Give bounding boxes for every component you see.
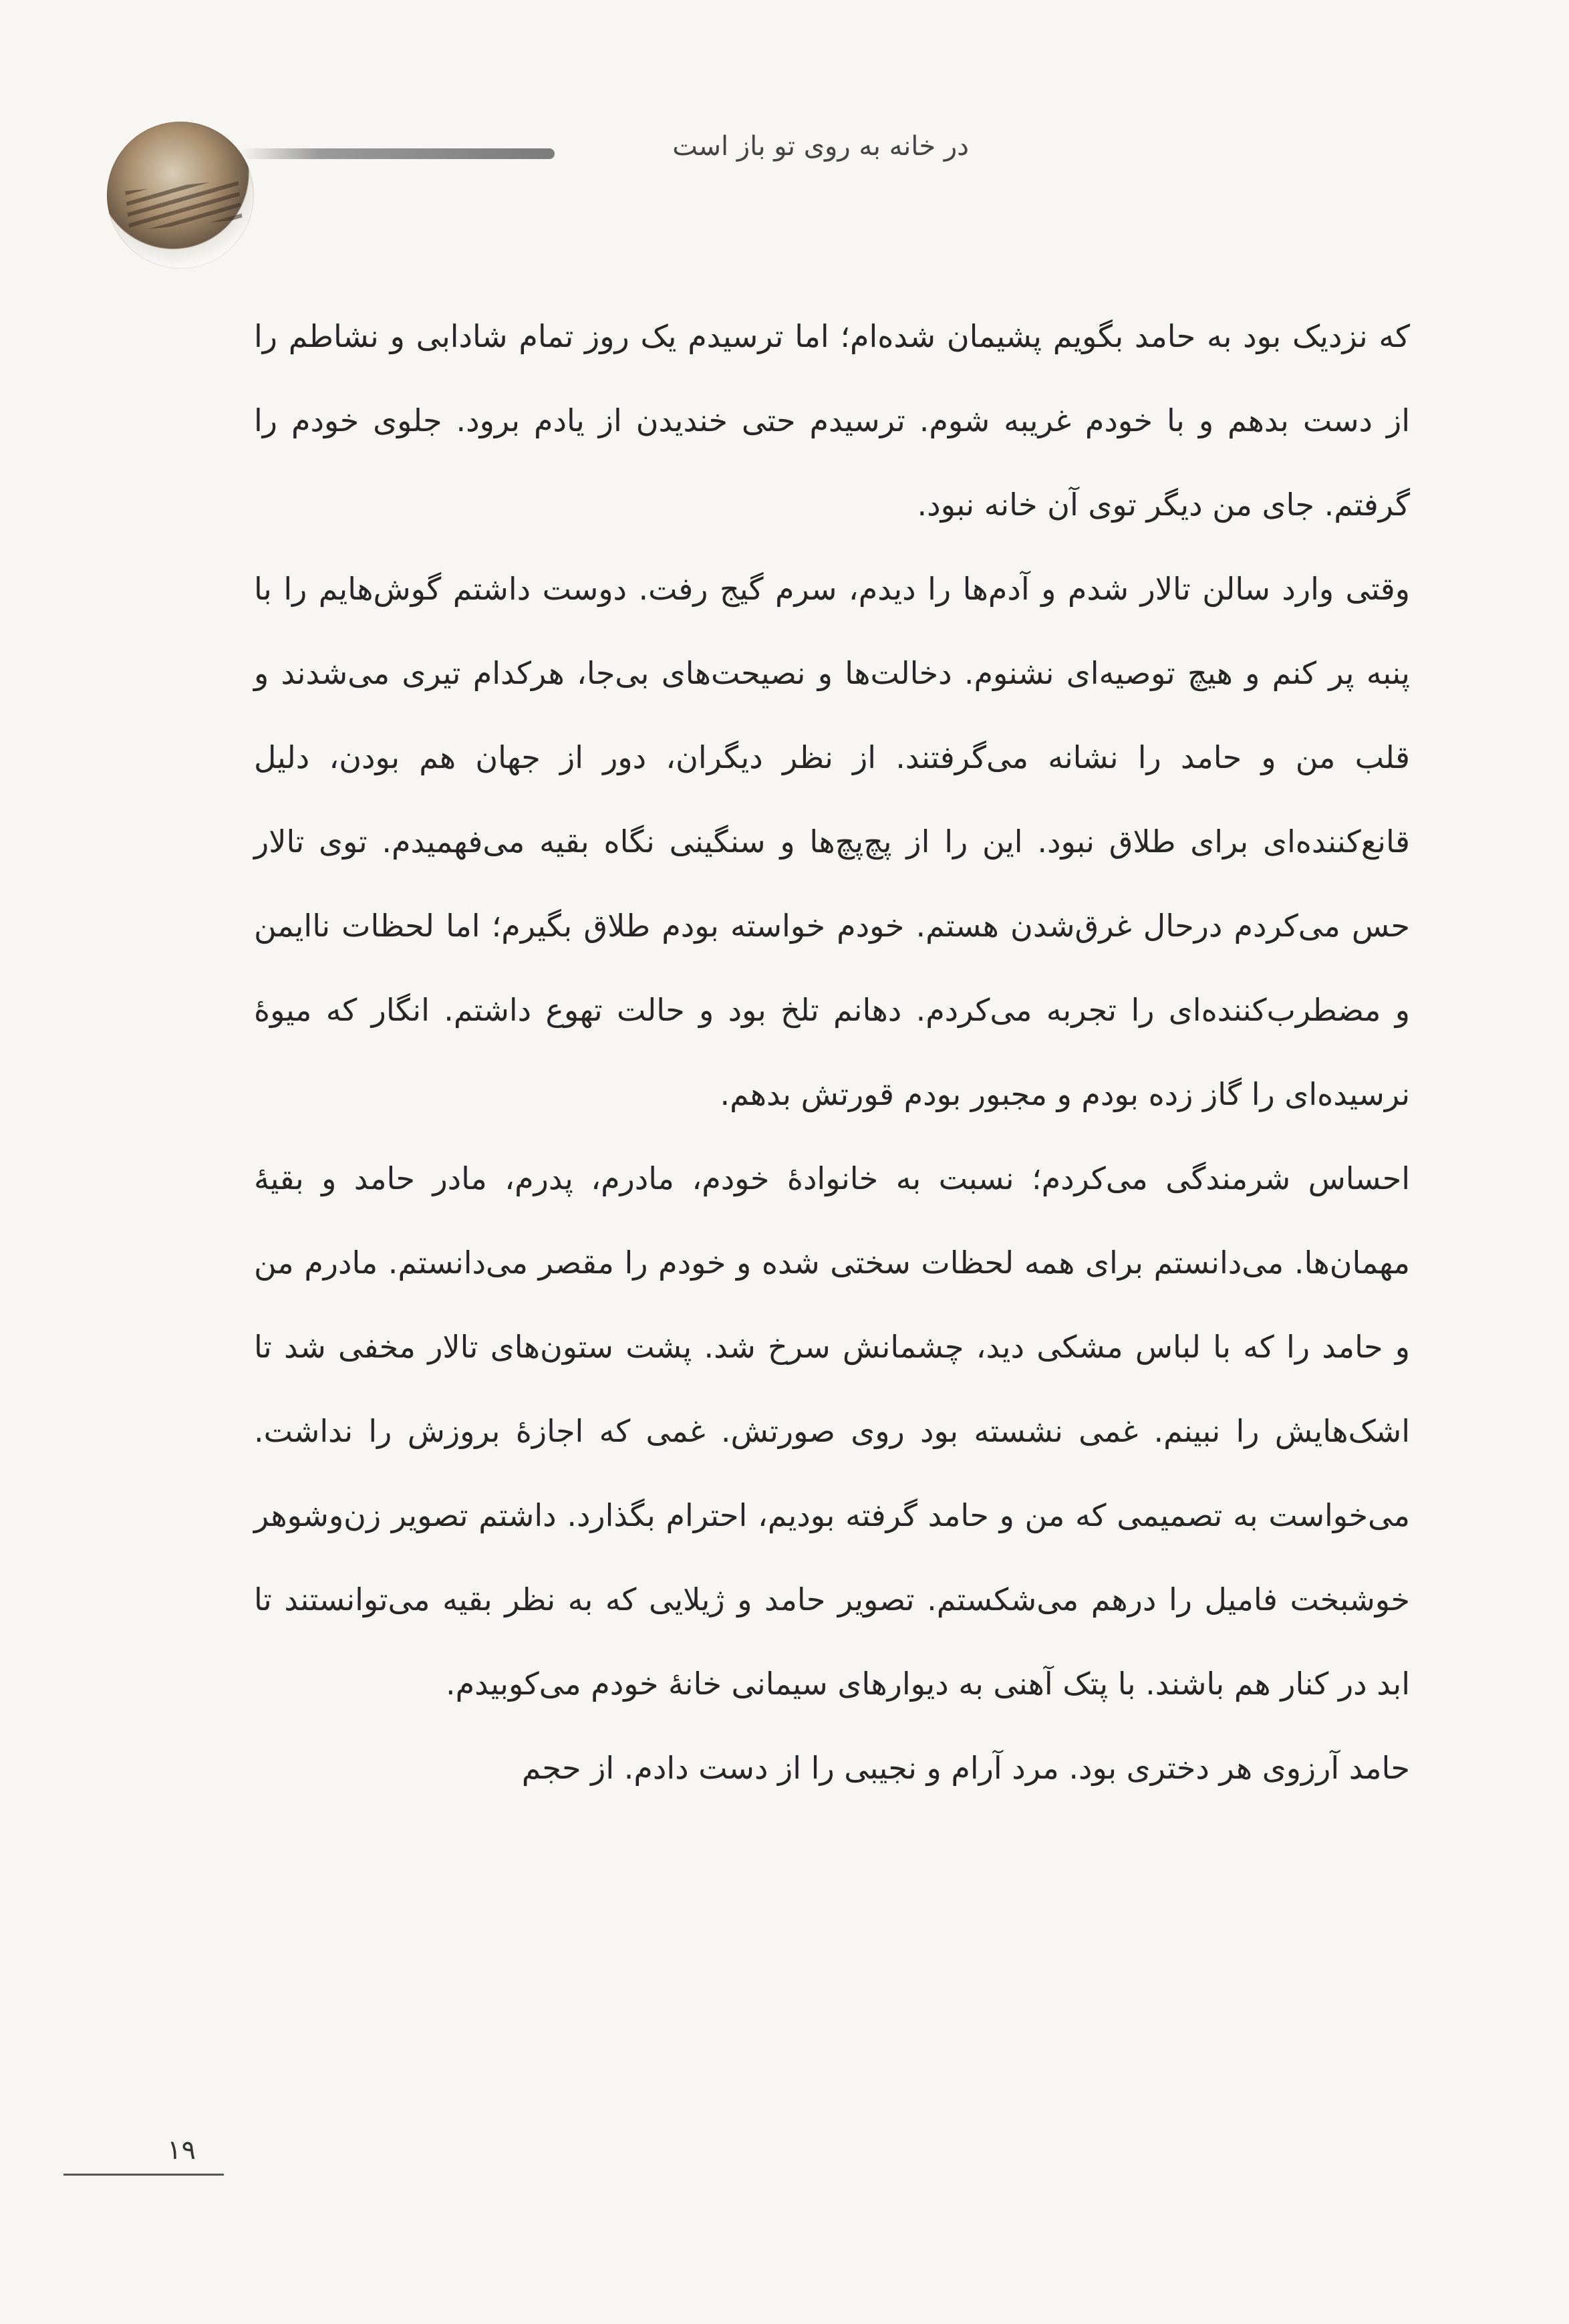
footer-rule	[63, 2174, 224, 2176]
running-head: در خانه به روی تو باز است	[672, 131, 969, 162]
header-ornament-image	[107, 122, 254, 269]
body-text	[254, 294, 1410, 1810]
paragraph-3: احساس شرمندگی می‌کردم؛ نسبت به خانوادهٔ خودم، مادرم، پدرم، مادر حامد و بقیهٔ مهمان‌ها. می‌دانستم برای همه لحظات سختی شده و خودم را مقصر می‌دانستم. مادرم من و حامد را که با لباس مشکی دید، چشمانش سرخ شد. پشت ستون‌های تالار مخفی شد تا اشک‌هایش را نبینم. غمی نشسته بود روی صورتش. غمی که اجازهٔ بروزش را نداشت. می‌خواست به تصمیمی که من و حامد گرفته بودیم، احترام بگذارد. داشتم تصویر زن‌وشوهر خوشبخت فامیل را درهم می‌شکستم. تصویر حامد و ژیلایی که به نظر بقیه می‌توانستند تا ابد در کنار هم باشند. با پتک آهنی به دیوارهای سیمانی خانهٔ خودم می‌کوبیدم.	[254, 1160, 1410, 1702]
page-number: ۱۹	[167, 2135, 196, 2166]
paragraph-1: که نزدیک بود به حامد بگویم پشیمان شده‌ام؛ اما ترسیدم یک روز تمام شادابی و نشاطم را از دست بدهم و با خودم غریبه شوم. ترسیدم حتی خندیدن از یادم برود. جلوی خودم را گرفتم. جای من دیگر توی آن خانه نبود.	[254, 318, 1410, 523]
header-decorative-rule	[241, 148, 555, 159]
paragraph-4: حامد آرزوی هر دختری بود. مرد آرام و نجیبی را از دست دادم. از حجم	[521, 1750, 1410, 1786]
paragraph-2: وقتی وارد سالن تالار شدم و آدم‌ها را دیدم، سرم گیج رفت. دوست داشتم گوش‌هایم را با پنبه پر کنم و هیچ توصیه‌ای نشنوم. دخالت‌ها و نصیحت‌های بی‌جا، هرکدام تیری می‌شدند و قلب من و حامد را نشانه می‌گرفتند. از نظر دیگران، دور از جهان هم بودن، دلیل قانع‌کننده‌ای برای طلاق نبود. این را از پچ‌پچ‌ها و سنگینی نگاه بقیه می‌فهمیدم. توی تالار حس می‌کردم درحال غرق‌شدن هستم. خودم خواسته بودم طلاق بگیرم؛ اما لحظات ناایمن و مضطرب‌کننده‌ای را تجربه می‌کردم. دهانم تلخ بود و حالت تهوع داشتم. انگار که میوهٔ نرسیده‌ای را گاز زده بودم و مجبور بودم قورتش بدهم.	[254, 571, 1410, 1112]
